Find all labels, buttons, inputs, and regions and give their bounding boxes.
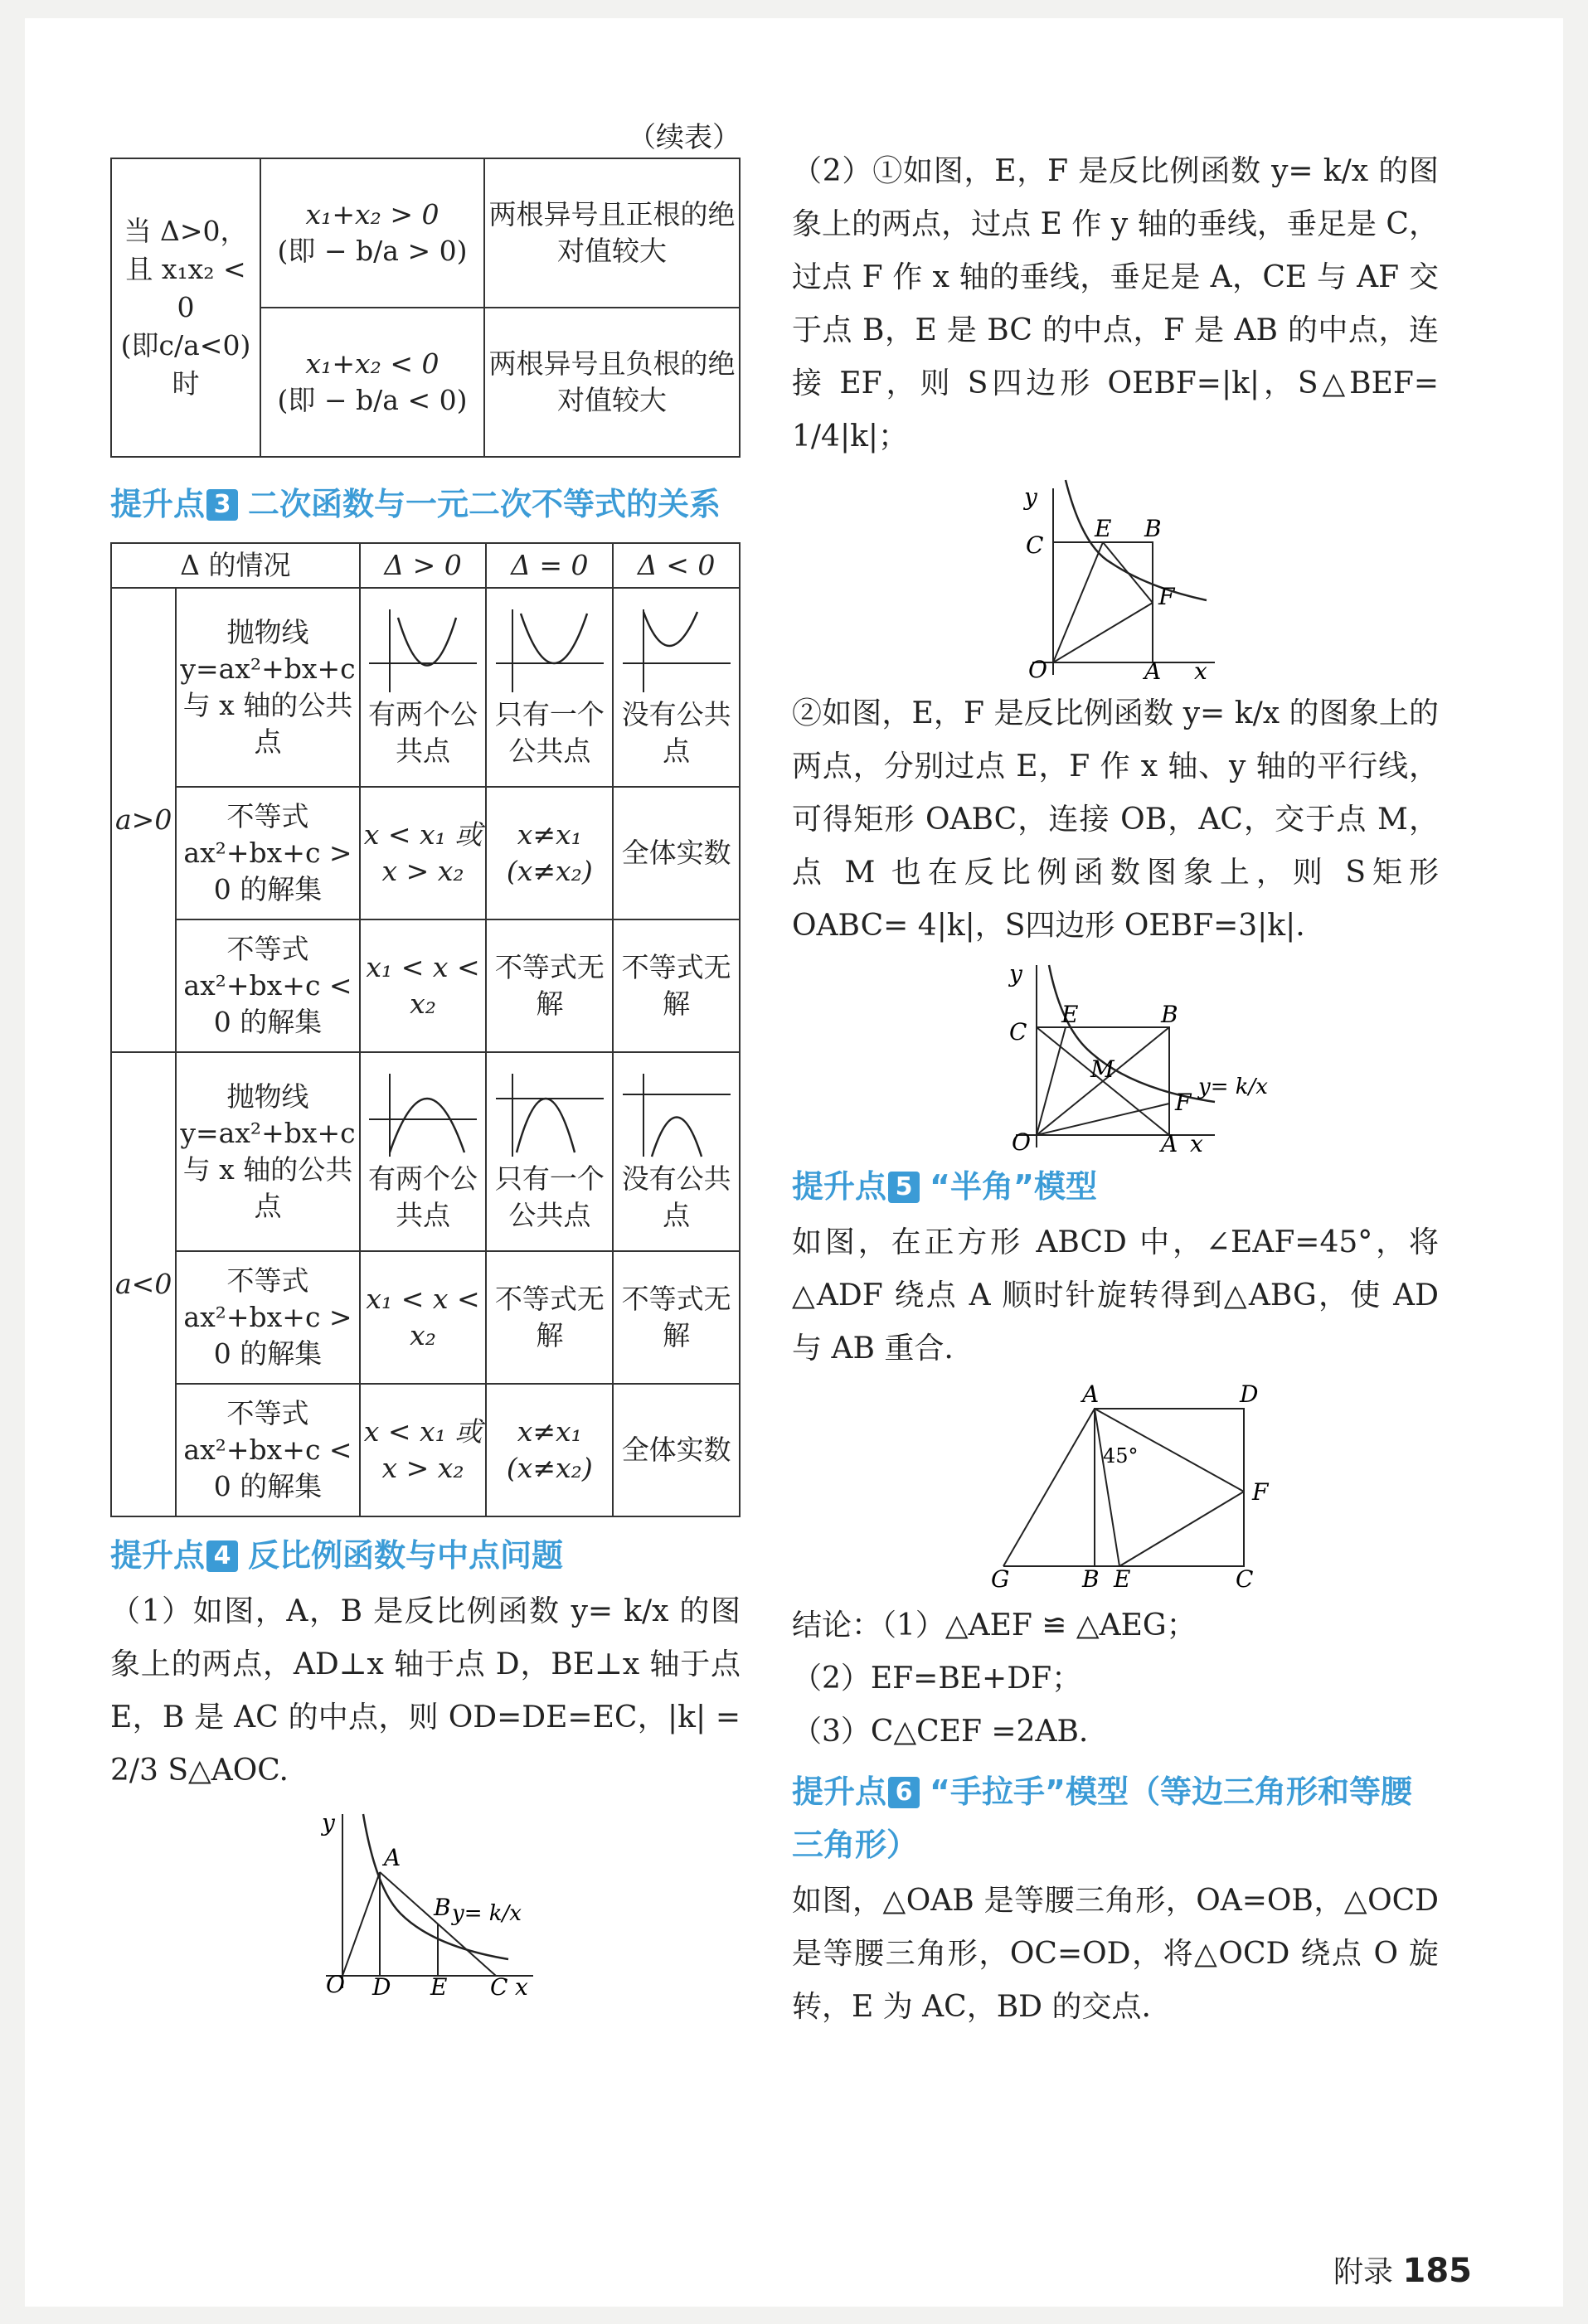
point-label: G [991,1565,1010,1593]
condition-line: 当 Δ>0， [124,215,248,247]
point-label: C [1009,1018,1027,1046]
table-header: Δ = 0 [486,543,613,588]
section-5-text: 如图，在正方形 ABCD 中，∠EAF=45°，将 △ADF 绕点 A 顺时针旋转得到△ABG，使 AD 与 AB 重合. [792,1225,1439,1366]
sum-condition-alt: (即 − b/a < 0) [277,384,468,416]
points-text: 没有公共点 [621,698,731,767]
point-label: E [430,1973,448,2001]
sum-condition-alt: (即 − b/a > 0) [277,235,468,267]
root-sign-table [110,158,741,458]
point-label: F [1158,583,1175,610]
row-label: 不等式 ax²+bx+c > 0 的解集 [176,787,359,919]
solution-cell: x < x₁ 或 x > x₂ [360,1384,487,1516]
condition-line: 且 x₁x₂ < 0 [125,253,246,323]
section-heading-4 [110,1529,741,1582]
conclusion-2: （2）EF=BE+DF； [792,1662,1082,1696]
point-label: B [434,1894,451,1921]
section-6-text: 如图，△OAB 是等腰三角形，OA=OB，△OCD 是等腰三角形，OC=OD，将△OCD 绕点 O 旋转，E 为 AC，BD 的交点. [792,1884,1439,2024]
parabola-down-two-roots-graph [365,1070,481,1161]
section-4-text: （1）如图，A，B 是反比例函数 y= k/x 的图象上的两点，AD⊥x 轴于点 D，BE⊥x 轴于点 E，B 是 AC 的中点，则 OD=DE=EC，|k| = 2/3 S△AOC. [110,1594,741,1788]
section-heading-6 [792,1765,1439,1871]
row-label: 抛物线 y=ax²+bx+c 与 x 轴的公共点 [176,1052,359,1251]
midpoint-figure-3 [991,960,1268,1157]
parabola-down-no-root-graph [619,1070,735,1161]
solution-cell: 不等式无解 [486,1251,613,1384]
heading-title: 反比例函数与中点问题 [248,1537,564,1574]
table-header: Δ 的情况 [111,543,360,588]
point-label: F [1252,1478,1269,1506]
table-header: Δ > 0 [360,543,487,588]
point-label: A [384,1844,401,1871]
continued-label: （续表） [628,121,741,154]
heading-prefix: 提升点 [110,486,206,522]
axis-label: y [322,1809,335,1836]
point-label: C [1236,1565,1254,1593]
paragraph-2-1: （2）①如图，E，F 是反比例函数 y= k/x 的图象上的两点，过点 E 作 y 轴的垂线，垂足是 C，过点 F 作 x 轴的垂线，垂足是 A，CE 与 AF 交于点 B，E 是 BC 的中点，F 是 AB 的中点，连接 EF，则 S四边形 OEBF=|k|，S△BEF= 1/4|k|； [792,154,1439,454]
point-label: D [372,1973,391,2001]
points-text: 只有一个公共点 [494,1162,605,1231]
footer-label: 附录 [1333,2255,1394,2289]
section-badge: 4 [206,1540,238,1572]
solution-cell: x₁ < x < x₂ [360,1251,487,1384]
solution-cell: 全体实数 [613,1384,740,1516]
a-positive-label: a>0 [111,588,176,1052]
parabola-one-root-graph [492,605,608,696]
row-label: 不等式 ax²+bx+c < 0 的解集 [176,919,359,1052]
points-text: 只有一个公共点 [494,698,605,767]
point-label: B [1144,515,1162,542]
result-cell: 两根异号且正根的绝对值较大 [484,158,740,308]
point-label: A [1161,1130,1178,1157]
right-column [792,145,1439,2034]
condition-line: (即c/a<0) [120,329,251,361]
graph-cell [613,588,740,787]
point-label: E [1061,1001,1079,1028]
sum-condition: x₁+x₂ > 0 [305,198,439,230]
function-label: y= k/x [1198,1075,1268,1099]
axis-label: y [1009,960,1022,987]
point-label: O [1028,656,1047,683]
heading-title: “半角”模型 [930,1168,1097,1205]
angle-label: 45° [1103,1444,1139,1468]
parabola-no-root-graph [619,605,735,696]
section-badge: 5 [888,1172,920,1203]
solution-cell: x < x₁ 或 x > x₂ [360,787,487,919]
table-header: Δ < 0 [613,543,740,588]
point-label: O [1012,1128,1031,1156]
quadratic-inequality-table [110,542,741,1517]
heading-title: 二次函数与一元二次不等式的关系 [248,486,721,522]
row-label: 不等式 ax²+bx+c > 0 的解集 [176,1251,359,1384]
sum-condition-cell [260,308,484,457]
heading-prefix: 提升点 [110,1537,206,1574]
conclusion-1: 结论：（1）△AEF ≌ △AEG； [792,1608,1197,1642]
solution-cell: x₁ < x < x₂ [360,919,487,1052]
point-label: C [1026,531,1044,559]
graph-cell [613,1052,740,1251]
point-label: C [490,1973,508,2001]
row-label: 不等式 ax²+bx+c < 0 的解集 [176,1384,359,1516]
points-text: 有两个公共点 [368,1162,478,1231]
sum-condition: x₁+x₂ < 0 [305,347,439,380]
paragraph-2-2: ②如图，E，F 是反比例函数 y= k/x 的图象上的两点，分别过点 E，F 作 x 轴、y 轴的平行线，可得矩形 OABC，连接 OB，AC，交于点 M，点 M 也在反比例函数图象上，则 S矩形 OABC= 4|k|，S四边形 OEBF=3|k|. [792,696,1439,943]
parabola-down-one-root-graph [492,1070,608,1161]
graph-cell [486,1052,613,1251]
heading-prefix: 提升点 [792,1773,887,1810]
result-cell: 两根异号且负根的绝对值较大 [484,308,740,457]
solution-cell: x≠x₁ (x≠x₂) [486,787,613,919]
section-heading-3 [110,478,741,531]
graph-cell [360,588,487,787]
point-label: E [1114,1565,1131,1593]
point-label: F [1175,1089,1192,1116]
midpoint-figure-1 [309,1806,541,2001]
point-label: A [1144,657,1162,685]
point-label: D [1240,1380,1259,1408]
page-footer [1333,2249,1472,2291]
solution-cell: 不等式无解 [613,919,740,1052]
sum-condition-cell [260,158,484,308]
points-text: 没有公共点 [621,1162,731,1231]
heading-prefix: 提升点 [792,1168,887,1205]
solution-cell: 不等式无解 [486,919,613,1052]
solution-cell: x≠x₁ (x≠x₂) [486,1384,613,1516]
point-label: B [1161,1001,1178,1028]
section-badge: 3 [206,489,238,521]
parabola-two-roots-graph [365,605,481,696]
condition-cell [111,158,260,457]
a-negative-label: a<0 [111,1052,176,1516]
midpoint-figure-2 [1008,472,1223,685]
section-badge: 6 [888,1777,920,1808]
graph-cell [486,588,613,787]
point-label: A [1082,1380,1100,1408]
axis-label: x [515,1973,528,2001]
solution-cell: 全体实数 [613,787,740,919]
points-text: 有两个公共点 [368,698,478,767]
left-column [110,121,741,2005]
graph-cell [360,1052,487,1251]
conclusion-3: （3）C△CEF =2AB. [792,1715,1089,1749]
heading-title: “手拉手”模型（等边三角形和等腰三角形） [792,1773,1412,1863]
row-label: 抛物线 y=ax²+bx+c 与 x 轴的公共点 [176,588,359,787]
condition-line: 时 [172,367,200,400]
axis-label: x [1194,657,1207,685]
function-label: y= k/x [452,1901,522,1926]
page-number: 185 [1402,2252,1472,2290]
point-label: B [1082,1565,1100,1593]
solution-cell: 不等式无解 [613,1251,740,1384]
point-label: M [1090,1055,1115,1083]
axis-label: y [1024,483,1037,511]
half-angle-figure [958,1380,1273,1593]
section-heading-5 [792,1160,1439,1213]
axis-label: x [1190,1130,1203,1157]
point-label: O [326,1971,345,1998]
point-label: E [1095,515,1112,542]
